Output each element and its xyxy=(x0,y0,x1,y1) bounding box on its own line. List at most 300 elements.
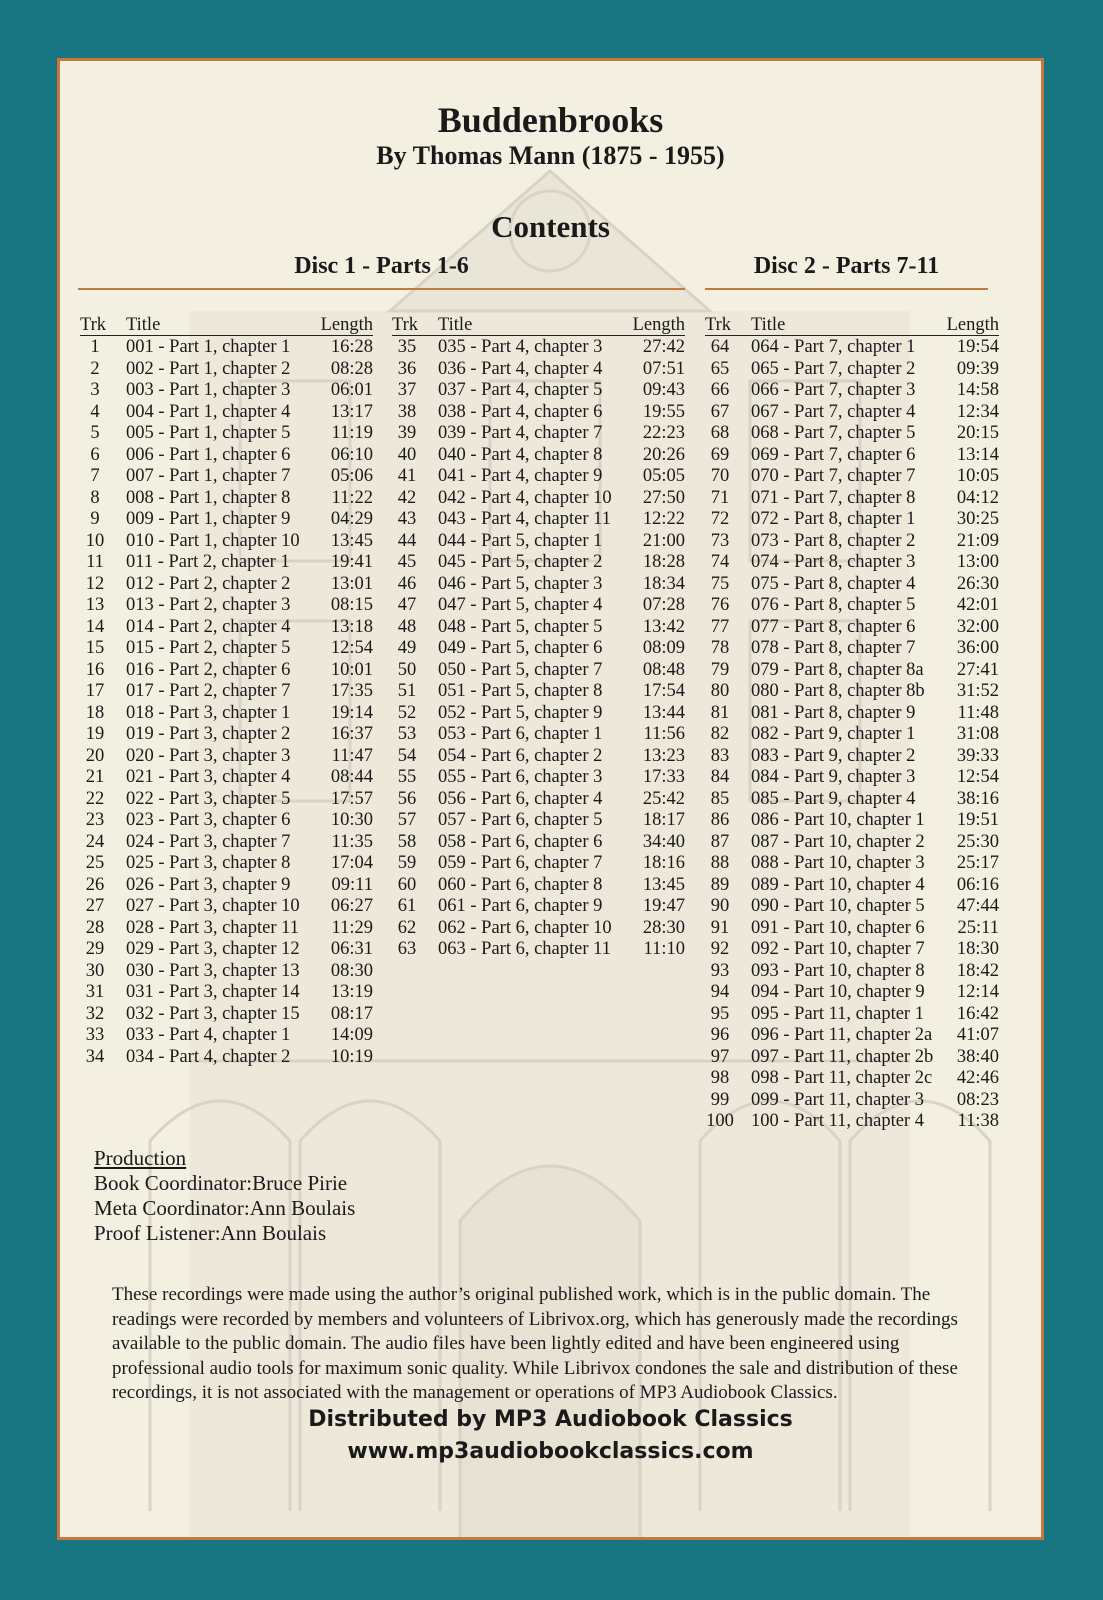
track-length: 05:06 xyxy=(330,466,373,486)
track-title: 045 - Part 5, chapter 2 xyxy=(438,552,603,572)
track-row xyxy=(705,896,999,918)
title-column-header: Title xyxy=(438,315,473,335)
track-title: 006 - Part 1, chapter 6 xyxy=(126,444,291,465)
track-number: 56 xyxy=(397,788,417,809)
track-title: 057 - Part 6, chapter 5 xyxy=(438,810,603,830)
track-number: 57 xyxy=(397,810,417,830)
track-length: 07:28 xyxy=(642,595,685,615)
track-row xyxy=(392,423,685,445)
track-length: 28:30 xyxy=(642,917,685,938)
track-number: 28 xyxy=(85,917,105,938)
track-title: 085 - Part 9, chapter 4 xyxy=(751,788,916,809)
track-number: 20 xyxy=(85,745,105,766)
track-number: 68 xyxy=(710,423,730,443)
track-length: 13:01 xyxy=(330,573,373,594)
track-title: 043 - Part 4, chapter 11 xyxy=(438,509,611,529)
track-list-column-3 xyxy=(705,315,999,1133)
track-row xyxy=(705,423,999,445)
track-title: 016 - Part 2, chapter 6 xyxy=(126,659,291,680)
track-row xyxy=(392,402,685,424)
track-number: 34 xyxy=(85,1046,105,1067)
track-number: 43 xyxy=(397,509,417,529)
track-length: 11:29 xyxy=(331,917,373,938)
book-title: Buddenbrooks xyxy=(437,100,664,140)
track-number: 32 xyxy=(85,1003,105,1024)
track-length: 08:44 xyxy=(330,767,373,787)
track-number: 86 xyxy=(710,810,730,830)
track-length: 25:42 xyxy=(642,788,685,809)
track-length: 10:19 xyxy=(330,1046,373,1067)
track-row xyxy=(392,445,685,467)
track-length: 12:14 xyxy=(956,982,999,1002)
track-length: 38:16 xyxy=(956,788,999,809)
track-length: 13:18 xyxy=(330,616,373,637)
track-row xyxy=(705,853,999,875)
track-length: 06:10 xyxy=(330,444,373,465)
track-row xyxy=(80,746,373,768)
track-row xyxy=(80,488,373,510)
track-length: 13:45 xyxy=(330,530,373,551)
track-title: 075 - Part 8, chapter 4 xyxy=(751,573,916,594)
track-row xyxy=(705,445,999,467)
track-length: 11:35 xyxy=(331,831,373,852)
track-length: 13:45 xyxy=(642,874,685,895)
track-length: 25:11 xyxy=(957,917,999,938)
track-number: 41 xyxy=(397,466,417,486)
track-number: 88 xyxy=(710,853,730,873)
track-title: 098 - Part 11, chapter 2c xyxy=(751,1068,933,1088)
track-number: 14 xyxy=(85,616,105,637)
track-list-column-1 xyxy=(80,315,373,1068)
track-title: 099 - Part 11, chapter 3 xyxy=(751,1089,924,1110)
production-credits xyxy=(94,1146,355,1246)
track-length: 18:16 xyxy=(642,853,685,873)
track-number: 74 xyxy=(710,552,730,572)
track-row xyxy=(705,337,999,359)
track-number: 79 xyxy=(710,659,730,680)
track-length: 04:29 xyxy=(330,509,373,529)
track-length: 06:16 xyxy=(956,874,999,895)
track-number: 75 xyxy=(710,573,730,594)
track-title: 063 - Part 6, chapter 11 xyxy=(438,939,611,959)
track-row xyxy=(392,531,685,553)
track-number: 58 xyxy=(397,831,417,852)
track-title: 083 - Part 9, chapter 2 xyxy=(751,745,916,766)
track-row xyxy=(705,810,999,832)
track-length: 19:51 xyxy=(956,810,999,830)
track-number: 54 xyxy=(397,745,417,766)
disc-1-divider xyxy=(78,288,685,290)
track-length: 18:42 xyxy=(956,960,999,981)
track-row xyxy=(80,896,373,918)
track-title: 024 - Part 3, chapter 7 xyxy=(126,831,291,852)
track-number: 73 xyxy=(710,530,730,551)
track-title: 092 - Part 10, chapter 7 xyxy=(751,939,925,959)
track-length: 12:54 xyxy=(956,767,999,787)
track-row xyxy=(392,810,685,832)
track-number: 23 xyxy=(85,810,105,830)
track-length: 07:51 xyxy=(642,358,685,379)
track-title: 058 - Part 6, chapter 6 xyxy=(438,831,603,852)
track-title: 002 - Part 1, chapter 2 xyxy=(126,358,291,379)
track-number: 9 xyxy=(90,509,100,529)
track-title: 003 - Part 1, chapter 3 xyxy=(126,380,291,400)
track-length: 11:22 xyxy=(331,487,373,508)
track-number: 18 xyxy=(85,702,105,723)
track-length: 14:09 xyxy=(330,1025,373,1045)
track-row xyxy=(392,875,685,897)
track-length: 12:34 xyxy=(956,401,999,422)
track-row xyxy=(392,832,685,854)
track-title: 048 - Part 5, chapter 5 xyxy=(438,616,603,637)
track-title: 077 - Part 8, chapter 6 xyxy=(751,616,916,637)
track-title: 053 - Part 6, chapter 1 xyxy=(438,724,603,744)
track-title: 026 - Part 3, chapter 9 xyxy=(126,874,291,895)
track-number: 27 xyxy=(85,896,105,916)
track-title: 046 - Part 5, chapter 3 xyxy=(438,573,603,594)
track-title: 005 - Part 1, chapter 5 xyxy=(126,423,291,443)
track-title: 028 - Part 3, chapter 11 xyxy=(126,917,299,938)
length-column-header: Length xyxy=(320,315,373,335)
track-title: 040 - Part 4, chapter 8 xyxy=(438,444,603,465)
track-title: 008 - Part 1, chapter 8 xyxy=(126,487,291,508)
credit-line: Proof Listener:Ann Boulais xyxy=(94,1221,327,1245)
track-row xyxy=(705,488,999,510)
track-row xyxy=(80,509,373,531)
track-row xyxy=(392,746,685,768)
track-title: 065 - Part 7, chapter 2 xyxy=(751,358,916,379)
track-number: 71 xyxy=(710,487,730,508)
track-title: 037 - Part 4, chapter 5 xyxy=(438,380,603,400)
track-title: 021 - Part 3, chapter 4 xyxy=(126,767,291,787)
track-length: 41:07 xyxy=(956,1025,999,1045)
track-row xyxy=(705,789,999,811)
track-number: 47 xyxy=(397,595,417,615)
track-length: 11:10 xyxy=(643,939,685,959)
track-number: 89 xyxy=(710,874,730,895)
track-row xyxy=(705,380,999,402)
track-number: 3 xyxy=(90,380,100,400)
track-number: 99 xyxy=(710,1089,730,1110)
track-number: 70 xyxy=(710,466,730,486)
track-number: 35 xyxy=(397,337,417,357)
track-title: 017 - Part 2, chapter 7 xyxy=(126,681,291,701)
track-number: 78 xyxy=(710,638,730,658)
track-length: 16:42 xyxy=(956,1003,999,1024)
track-title: 011 - Part 2, chapter 1 xyxy=(126,552,290,572)
track-row xyxy=(392,896,685,918)
contents-heading: Contents xyxy=(491,209,610,244)
disc-1-heading: Disc 1 - Parts 1-6 xyxy=(294,253,469,279)
track-row xyxy=(705,724,999,746)
track-number: 87 xyxy=(710,831,730,852)
track-number: 93 xyxy=(710,960,730,981)
track-row xyxy=(705,1090,999,1112)
track-title: 071 - Part 7, chapter 8 xyxy=(751,487,916,508)
track-number: 16 xyxy=(85,659,105,680)
track-title: 013 - Part 2, chapter 3 xyxy=(126,595,291,615)
track-number: 37 xyxy=(397,380,417,400)
track-number: 94 xyxy=(710,982,730,1002)
track-number: 81 xyxy=(710,702,730,723)
track-row xyxy=(80,445,373,467)
track-title: 042 - Part 4, chapter 10 xyxy=(438,487,612,508)
track-number: 39 xyxy=(397,423,417,443)
track-length: 38:40 xyxy=(956,1046,999,1067)
track-length: 36:00 xyxy=(956,638,999,658)
track-row xyxy=(392,767,685,789)
track-row xyxy=(392,466,685,488)
track-title: 010 - Part 1, chapter 10 xyxy=(126,530,300,551)
track-length: 39:33 xyxy=(956,745,999,766)
track-length: 08:23 xyxy=(956,1089,999,1110)
track-number: 42 xyxy=(397,487,417,508)
track-length: 13:17 xyxy=(330,401,373,422)
track-title: 060 - Part 6, chapter 8 xyxy=(438,874,603,895)
track-title: 064 - Part 7, chapter 1 xyxy=(751,337,916,357)
track-title: 001 - Part 1, chapter 1 xyxy=(126,337,291,357)
track-number: 49 xyxy=(397,638,417,658)
track-title: 018 - Part 3, chapter 1 xyxy=(126,702,291,723)
track-number: 65 xyxy=(710,358,730,379)
track-title: 034 - Part 4, chapter 2 xyxy=(126,1046,291,1067)
track-title: 039 - Part 4, chapter 7 xyxy=(438,423,603,443)
track-length: 09:39 xyxy=(956,358,999,379)
track-row xyxy=(80,638,373,660)
track-length: 20:26 xyxy=(642,444,685,465)
track-number: 36 xyxy=(397,358,417,379)
track-row xyxy=(392,574,685,596)
track-length: 06:01 xyxy=(330,380,373,400)
track-row xyxy=(80,1025,373,1047)
track-row xyxy=(80,574,373,596)
track-number: 24 xyxy=(85,831,105,852)
track-column-header: Trk xyxy=(705,315,732,335)
track-number: 6 xyxy=(90,444,100,465)
track-title: 050 - Part 5, chapter 7 xyxy=(438,659,603,680)
track-title: 080 - Part 8, chapter 8b xyxy=(751,681,925,701)
track-title: 009 - Part 1, chapter 9 xyxy=(126,509,291,529)
track-length: 31:08 xyxy=(956,724,999,744)
track-title: 086 - Part 10, chapter 1 xyxy=(751,810,925,830)
track-list-header xyxy=(392,315,685,336)
track-title: 097 - Part 11, chapter 2b xyxy=(751,1046,934,1067)
track-title: 019 - Part 3, chapter 2 xyxy=(126,724,291,744)
track-row xyxy=(80,423,373,445)
track-number: 8 xyxy=(90,487,100,508)
track-row xyxy=(705,918,999,940)
track-title: 007 - Part 1, chapter 7 xyxy=(126,466,291,486)
track-row xyxy=(705,1025,999,1047)
track-row xyxy=(392,939,685,961)
track-number: 76 xyxy=(710,595,730,615)
author-line: By Thomas Mann (1875 - 1955) xyxy=(376,141,725,170)
track-number: 4 xyxy=(90,401,100,422)
track-number: 72 xyxy=(710,509,730,529)
track-row xyxy=(705,832,999,854)
track-number: 52 xyxy=(397,702,417,723)
track-length: 11:47 xyxy=(331,745,373,766)
track-row xyxy=(705,681,999,703)
track-row xyxy=(392,703,685,725)
track-title: 096 - Part 11, chapter 2a xyxy=(751,1025,933,1045)
track-row xyxy=(80,703,373,725)
track-number: 25 xyxy=(85,853,105,873)
track-number: 46 xyxy=(397,573,417,594)
track-row xyxy=(705,574,999,596)
track-length: 04:12 xyxy=(956,487,999,508)
track-length: 09:43 xyxy=(642,380,685,400)
track-length: 22:23 xyxy=(642,423,685,443)
track-length: 25:30 xyxy=(956,831,999,852)
track-title: 072 - Part 8, chapter 1 xyxy=(751,509,916,529)
track-number: 64 xyxy=(710,337,730,357)
track-title: 012 - Part 2, chapter 2 xyxy=(126,573,291,594)
track-row xyxy=(705,746,999,768)
track-column-header: Trk xyxy=(80,315,107,335)
public-domain-disclaimer: These recordings were made using the author’s original published work, which is in the public domain. The readings were recorded by members and volunteers of Librivox.org, which has generously made the recordings available to the public domain. The audio files have been lightly edited and have been engineered using professional audio tools for maximum sonic quality. While Librivox condones the sale and distribution of these recordings, it is not associated with the management or operations of MP3 Audiobook Classics. xyxy=(112,1284,958,1403)
track-length: 06:27 xyxy=(330,896,373,916)
track-number: 77 xyxy=(710,616,730,637)
track-row xyxy=(80,380,373,402)
track-list-header xyxy=(80,315,373,336)
track-length: 47:44 xyxy=(956,896,999,916)
track-length: 18:30 xyxy=(956,939,999,959)
track-list-header xyxy=(705,315,999,336)
track-length: 11:48 xyxy=(957,702,999,723)
track-length: 42:46 xyxy=(956,1068,999,1088)
track-title: 044 - Part 5, chapter 1 xyxy=(438,530,603,551)
track-row xyxy=(392,380,685,402)
track-title: 066 - Part 7, chapter 3 xyxy=(751,380,916,400)
track-number: 62 xyxy=(397,917,417,938)
track-row xyxy=(705,703,999,725)
track-number: 53 xyxy=(397,724,417,744)
track-number: 91 xyxy=(710,917,730,938)
length-column-header: Length xyxy=(632,315,685,335)
track-number: 13 xyxy=(85,595,105,615)
track-number: 60 xyxy=(397,874,417,895)
track-length: 08:28 xyxy=(330,358,373,379)
track-row xyxy=(705,1047,999,1069)
track-list-column-2 xyxy=(392,315,685,961)
track-title: 015 - Part 2, chapter 5 xyxy=(126,638,291,658)
track-row xyxy=(392,359,685,381)
track-length: 10:05 xyxy=(956,466,999,486)
track-title: 029 - Part 3, chapter 12 xyxy=(126,939,300,959)
track-row xyxy=(80,337,373,359)
track-title: 068 - Part 7, chapter 5 xyxy=(751,423,916,443)
track-title: 090 - Part 10, chapter 5 xyxy=(751,896,925,916)
track-row xyxy=(705,1004,999,1026)
track-row xyxy=(705,1068,999,1090)
track-title: 054 - Part 6, chapter 2 xyxy=(438,745,603,766)
track-row xyxy=(392,853,685,875)
track-row xyxy=(80,767,373,789)
track-title: 100 - Part 11, chapter 4 xyxy=(751,1111,924,1131)
track-title: 038 - Part 4, chapter 6 xyxy=(438,401,603,422)
track-number: 84 xyxy=(710,767,730,787)
track-title: 030 - Part 3, chapter 13 xyxy=(126,960,300,981)
track-title: 014 - Part 2, chapter 4 xyxy=(126,616,291,637)
track-length: 18:17 xyxy=(642,810,685,830)
track-length: 30:25 xyxy=(956,509,999,529)
track-length: 12:54 xyxy=(330,638,373,658)
track-length: 11:56 xyxy=(643,724,685,744)
track-title: 035 - Part 4, chapter 3 xyxy=(438,337,603,357)
track-number: 21 xyxy=(85,767,105,787)
track-length: 32:00 xyxy=(956,616,999,637)
track-title: 031 - Part 3, chapter 14 xyxy=(126,982,300,1002)
track-title: 020 - Part 3, chapter 3 xyxy=(126,745,291,766)
track-length: 27:42 xyxy=(642,337,685,357)
track-title: 023 - Part 3, chapter 6 xyxy=(126,810,291,830)
track-length: 06:31 xyxy=(330,939,373,959)
track-length: 13:19 xyxy=(330,982,373,1002)
track-row xyxy=(80,939,373,961)
track-number: 92 xyxy=(710,939,730,959)
track-length: 17:35 xyxy=(330,681,373,701)
track-title: 094 - Part 10, chapter 9 xyxy=(751,982,925,1002)
disc-2-heading: Disc 2 - Parts 7-11 xyxy=(753,253,940,279)
track-row xyxy=(705,552,999,574)
track-number: 40 xyxy=(397,444,417,465)
track-length: 17:33 xyxy=(642,767,685,787)
track-row xyxy=(80,789,373,811)
track-number: 96 xyxy=(710,1025,730,1045)
track-length: 25:17 xyxy=(956,853,999,873)
track-row xyxy=(392,488,685,510)
track-row xyxy=(705,875,999,897)
track-length: 27:50 xyxy=(642,487,685,508)
track-title: 076 - Part 8, chapter 5 xyxy=(751,595,916,615)
track-length: 20:15 xyxy=(956,423,999,443)
track-row xyxy=(392,595,685,617)
track-row xyxy=(80,982,373,1004)
track-row xyxy=(705,509,999,531)
track-length: 21:00 xyxy=(642,530,685,551)
track-length: 13:14 xyxy=(956,444,999,465)
track-number: 22 xyxy=(85,788,105,809)
track-row xyxy=(80,681,373,703)
track-title: 032 - Part 3, chapter 15 xyxy=(126,1003,300,1024)
track-number: 85 xyxy=(710,788,730,809)
track-title: 033 - Part 4, chapter 1 xyxy=(126,1025,291,1045)
distributor-line: Distributed by MP3 Audiobook Classics xyxy=(308,1407,793,1432)
track-row xyxy=(80,402,373,424)
track-number: 95 xyxy=(710,1003,730,1024)
track-number: 44 xyxy=(397,530,417,551)
track-length: 42:01 xyxy=(956,595,999,615)
track-length: 17:04 xyxy=(330,853,373,873)
track-title: 052 - Part 5, chapter 9 xyxy=(438,702,603,723)
track-row xyxy=(392,552,685,574)
track-length: 11:19 xyxy=(331,423,373,443)
track-length: 16:37 xyxy=(330,724,373,744)
track-row xyxy=(392,681,685,703)
track-number: 10 xyxy=(85,530,105,551)
track-length: 17:54 xyxy=(642,681,685,701)
track-number: 7 xyxy=(90,466,100,486)
track-number: 63 xyxy=(397,939,417,959)
track-row xyxy=(80,810,373,832)
track-title: 022 - Part 3, chapter 5 xyxy=(126,788,291,809)
track-number: 83 xyxy=(710,745,730,766)
track-number: 98 xyxy=(710,1068,730,1088)
track-number: 12 xyxy=(85,573,105,594)
track-number: 51 xyxy=(397,681,417,701)
track-title: 093 - Part 10, chapter 8 xyxy=(751,960,925,981)
